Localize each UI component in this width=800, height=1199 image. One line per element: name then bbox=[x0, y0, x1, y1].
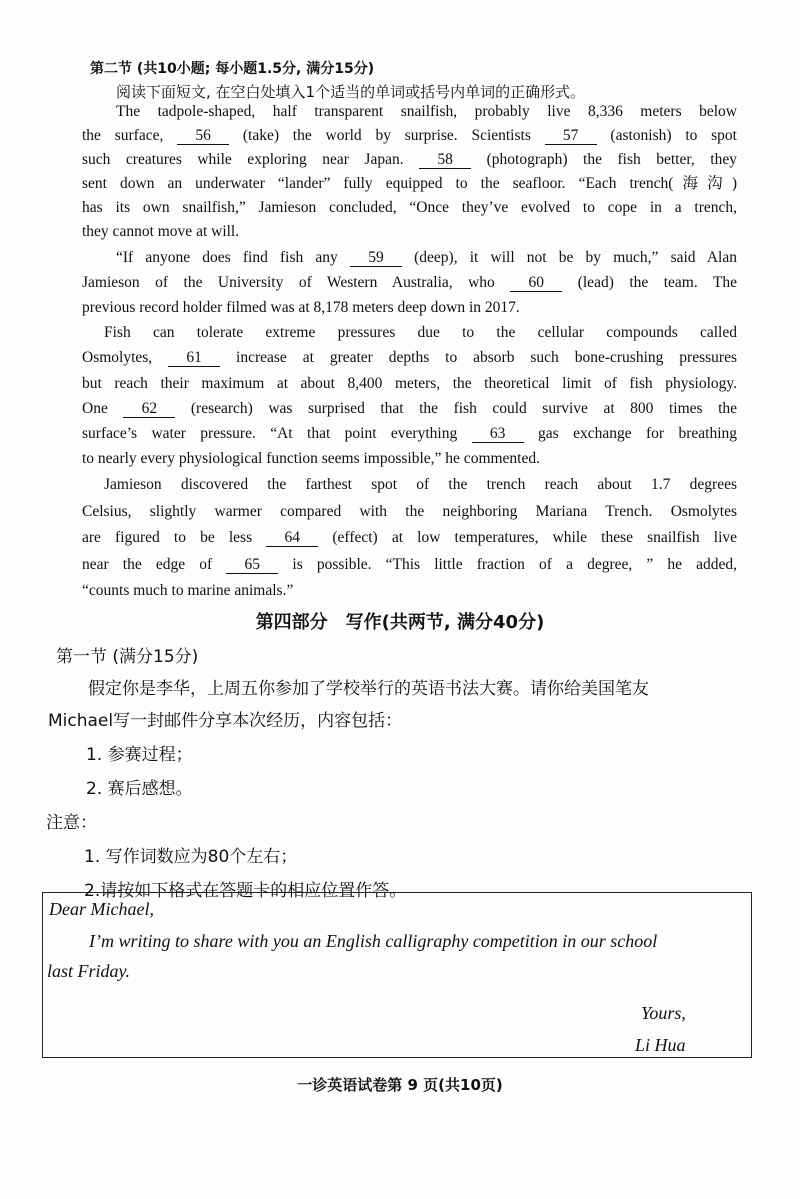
passage-line bbox=[82, 421, 737, 446]
passage-line bbox=[82, 196, 737, 220]
text: increase at greater depths to absorb such bone-crushing pressures bbox=[220, 349, 737, 367]
answer-blank-59: 59 bbox=[350, 249, 402, 267]
text: they cannot move at will. bbox=[82, 223, 240, 240]
answer-blank-63: 63 bbox=[472, 425, 524, 443]
passage-line bbox=[82, 552, 737, 579]
text: (deep), it will not be by much,” said Alan bbox=[401, 249, 737, 266]
content-item: 2. 赛后感想。 bbox=[86, 779, 193, 799]
letter-signature: Li Hua bbox=[635, 1035, 686, 1055]
note-item: 2.请按如下格式在答题卡的相应位置作答。 bbox=[84, 881, 407, 901]
text: (lead) the team. The bbox=[562, 274, 737, 291]
answer-blank-60: 60 bbox=[510, 274, 562, 292]
passage-line bbox=[82, 172, 737, 196]
text: to nearly every physiological function seems impossible,” he commented. bbox=[82, 450, 540, 468]
section1-header: 第一节 (满分15分) bbox=[56, 647, 199, 667]
text: is possible. “This little fraction of a degree, ” he added, bbox=[278, 555, 737, 573]
passage-line bbox=[82, 345, 737, 370]
passage-line bbox=[82, 472, 737, 499]
passage-line bbox=[82, 245, 737, 270]
paragraph bbox=[82, 320, 737, 472]
text: (photograph) the fish better, they bbox=[471, 151, 737, 168]
text: Celsius, slightly warmer compared with the neighboring Mariana Trench. Osmolytes bbox=[82, 502, 737, 520]
answer-blank-58: 58 bbox=[419, 151, 471, 169]
text: (take) the world by surprise. Scientists bbox=[229, 127, 545, 144]
section-header: 第二节 (共10小题; 每小题1.5分, 满分15分) bbox=[90, 61, 375, 77]
text: Jamieson of the University of Western Australia, who bbox=[82, 274, 511, 291]
passage-line bbox=[82, 320, 737, 345]
answer-blank-57: 57 bbox=[545, 127, 597, 145]
passage-line bbox=[82, 396, 737, 421]
text: near the edge of bbox=[82, 555, 227, 573]
passage-line bbox=[82, 295, 737, 320]
text: One bbox=[82, 399, 124, 417]
prompt-line: Michael写一封邮件分享本次经历，内容包括： bbox=[48, 711, 403, 731]
passage-line bbox=[82, 578, 737, 605]
content-item: 1. 参赛过程； bbox=[86, 745, 193, 765]
paragraph bbox=[82, 100, 737, 244]
letter-template-box bbox=[42, 892, 752, 1058]
page-footer: 一诊英语试卷第 9 页(共10页) bbox=[297, 1076, 503, 1094]
letter-body: I’m writing to share with you an English calligraphy competition in our school bbox=[89, 931, 658, 951]
text: sent down an underwater “lander” fully equipped to the seafloor. “Each trench(海沟) bbox=[82, 175, 737, 192]
passage-line bbox=[82, 446, 737, 471]
note-item: 1. 写作词数应为80个左右； bbox=[84, 847, 298, 867]
note-label: 注意： bbox=[46, 813, 97, 833]
section-instruction: 阅读下面短文, 在空白处填入1个适当的单词或括号内单词的正确形式。 bbox=[116, 83, 586, 101]
text: the surface, bbox=[82, 127, 178, 144]
paragraph bbox=[82, 472, 737, 605]
text: Jamieson discovered the farthest spot of the trench reach about 1.7 degrees bbox=[104, 476, 737, 493]
text: surface’s water pressure. “At that point everything bbox=[82, 425, 472, 443]
text: “If anyone does find fish any bbox=[116, 249, 350, 266]
paragraph bbox=[82, 245, 737, 320]
text: Osmolytes, bbox=[82, 349, 169, 367]
text: The tadpole-shaped, half transparent snailfish, probably live 8,336 meters below bbox=[116, 103, 737, 120]
answer-blank-65: 65 bbox=[226, 556, 278, 574]
text: but reach their maximum at about 8,400 meters, the theoretical limit of fish physiology. bbox=[82, 374, 737, 392]
answer-blank-62: 62 bbox=[123, 400, 175, 418]
passage-line bbox=[82, 270, 737, 295]
text: are figured to be less bbox=[82, 529, 267, 546]
text: (effect) at low temperatures, while these snailfish live bbox=[318, 529, 738, 546]
passage-line bbox=[82, 525, 737, 552]
text: gas exchange for breathing bbox=[523, 425, 737, 443]
answer-blank-64: 64 bbox=[266, 529, 318, 547]
passage-line bbox=[82, 124, 737, 148]
text: such creatures while exploring near Japan. bbox=[82, 151, 420, 168]
text: “counts much to marine animals.” bbox=[82, 582, 294, 599]
passage-line bbox=[82, 220, 737, 244]
text: (astonish) to spot bbox=[596, 127, 737, 144]
text: has its own snailfish,” Jamieson concluded, “Once they’ve evolved to cope in a trench, bbox=[82, 199, 737, 216]
passage-line bbox=[82, 100, 737, 124]
passage-line bbox=[82, 148, 737, 172]
letter-closing: Yours, bbox=[641, 1003, 686, 1023]
prompt-line: 假定你是李华，上周五你参加了学校举行的英语书法大赛。请你给美国笔友 bbox=[88, 679, 649, 699]
part4-heading: 第四部分 写作(共两节, 满分40分) bbox=[255, 612, 545, 633]
passage-line bbox=[82, 499, 737, 526]
text: previous record holder filmed was at 8,178 meters deep down in 2017. bbox=[82, 299, 520, 316]
text: Fish can tolerate extreme pressures due to the cellular compounds called bbox=[104, 324, 737, 341]
passage-line bbox=[82, 371, 737, 396]
letter-body: last Friday. bbox=[47, 961, 131, 981]
text: (research) was surprised that the fish could survive at 800 times the bbox=[175, 399, 737, 417]
letter-greeting: Dear Michael, bbox=[49, 899, 154, 919]
answer-blank-61: 61 bbox=[168, 349, 220, 367]
answer-blank-56: 56 bbox=[177, 127, 229, 145]
